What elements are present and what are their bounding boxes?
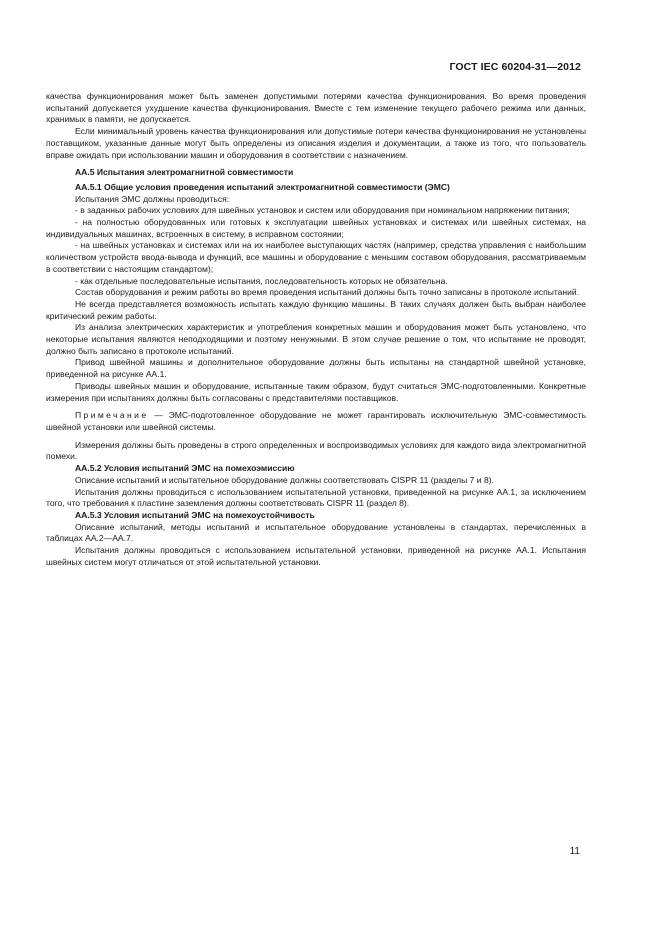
paragraph: качества функционирования может быть заменен допустимыми потерями качества функционирования. Во время проведения испытаний допускается ухудшение качества функционирования. Вместе с тем изменение текущего рабочего режима или данных, хранимых в памяти, не допускается. <box>46 91 586 125</box>
page-number: 11 <box>569 846 580 857</box>
list-item: - на полностью оборудованных или готовых к эксплуатации швейных установках и системах или швейных системах, на индивидуальных машинах, встроенных в систему, в исправном состоянии; <box>46 217 586 239</box>
paragraph: Измерения должны быть проведены в строго определенных и воспроизводимых условиях для каждого вида электромагнитной помехи. <box>46 439 586 462</box>
page-body <box>46 91 586 568</box>
subsection-heading: АА.5.2 Условия испытаний ЭМС на помехоэмиссию <box>75 463 295 474</box>
subsection-heading: АА.5.1 Общие условия проведения испытаний электромагнитной совместимости (ЭМС) <box>75 181 450 192</box>
paragraph: Из анализа электрических характеристик и употребления конкретных машин и оборудования может быть установлено, что некоторые испытания являются неподходящими и поэтому ненужными. В этом случае решение о том, что испытание не проводят, должно быть записано в протоколе испытаний. <box>46 322 586 356</box>
list-item: - в заданных рабочих условиях для швейных установок и систем или оборудования при номинальном напряжении питания; <box>75 205 570 216</box>
note-text: — ЭМС-подготовленное оборудование не может гарантировать исключительную ЭМС-совместимость швейной установки или швейной системы. <box>46 410 586 432</box>
paragraph: Если минимальный уровень качества функционирования или допустимые потери качества функционирования не установлены поставщиком, указанные данные могут быть определены из описания изделия и документации, а также из того, что пользователь вправе ожидать при использовании машин и оборудования в соответствии с назначением. <box>46 126 586 160</box>
note-label: Примечание <box>75 410 149 421</box>
paragraph: Испытания должны проводиться с использованием испытательной установки, приведенной на рисунке АА.1, за исключением того, что требования к пластине заземления должны соответствовать CISPR 11 (раздел 8). <box>46 486 586 509</box>
list-item: - как отдельные последовательные испытания, последовательность которых не обязательна. <box>75 275 448 286</box>
note <box>46 410 586 433</box>
subsection-heading: АА.5.3 Условия испытаний ЭМС на помехоустойчивость <box>75 509 315 520</box>
paragraph: Испытания ЭМС должны проводиться: <box>75 193 230 204</box>
paragraph: Приводы швейных машин и оборудование, испытанные таким образом, будут считаться ЭМС-подготовленными. Конкретные измерения при испытаниях должны быть согласованы с представителями поставщиков. <box>46 380 586 403</box>
paragraph: Привод швейной машины и дополнительное оборудование должны быть испытаны на стандартной швейной установке, приведенной на рисунке АА.1. <box>46 357 586 380</box>
paragraph: Состав оборудования и режим работы во время проведения испытаний должны быть точно записаны в протоколе испытаний. <box>75 287 580 298</box>
paragraph: Описание испытаний и испытательное оборудование должны соответствовать CISPR 11 (разделы 7 и 8). <box>75 474 494 485</box>
paragraph: Не всегда представляется возможность испытать каждую функцию машины. В таких случаях должен быть выбран наиболее критический режим работы. <box>46 298 586 321</box>
paragraph: Испытания должны проводиться с использованием испытательной установки, приведенной на рисунке АА.1. Испытания швейных систем могут отличаться от этой испытательной установки. <box>46 545 586 567</box>
list-item: - на швейных установках и системах или на их наиболее выступающих частях (например, средства управления с наибольшим количеством устройств ввода-вывода и функций, все машины и оборудование с меньшим составом оборудования, рассматриваемым в соответствии с настоящим стандартом); <box>46 240 586 274</box>
section-heading: АА.5 Испытания электромагнитной совместимости <box>75 167 294 178</box>
paragraph: Описание испытаний, методы испытаний и испытательное оборудование установлены в стандартах, перечисленных в таблицах АА.2—АА.7. <box>46 521 586 544</box>
document-code: ГОСТ IEC 60204-31—2012 <box>449 61 581 73</box>
